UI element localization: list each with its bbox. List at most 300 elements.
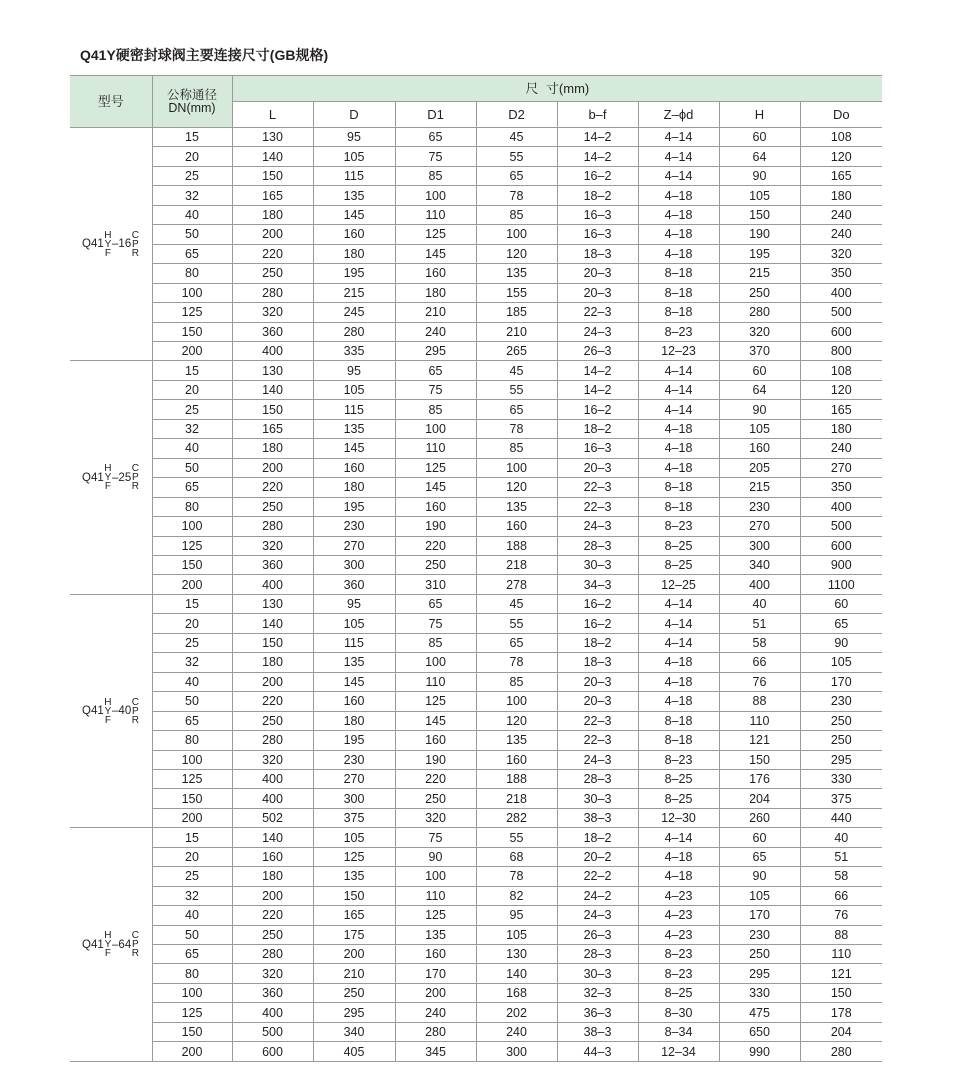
dn-cell: 50	[152, 225, 232, 244]
d-cell: 195	[313, 731, 395, 750]
h-cell: 170	[719, 906, 800, 925]
model-cell	[70, 128, 152, 361]
l-cell: 220	[232, 692, 313, 711]
seal-code-stack-letter: Y	[104, 238, 112, 250]
seal-code-stack-letter: Y	[104, 472, 112, 484]
header-nominal-diameter	[152, 76, 232, 128]
l-cell: 220	[232, 478, 313, 497]
d2-cell: 278	[476, 575, 557, 594]
z-phi-d-cell: 4–23	[638, 925, 719, 944]
d-cell: 160	[313, 225, 395, 244]
model-label	[82, 231, 139, 258]
l-cell: 140	[232, 147, 313, 166]
column-header-do: Do	[800, 102, 882, 128]
b-f-cell: 44–3	[557, 1042, 638, 1061]
material-code-stack-letter: R	[131, 714, 139, 726]
dn-cell: 20	[152, 614, 232, 633]
l-cell: 500	[232, 1022, 313, 1041]
h-cell: 475	[719, 1003, 800, 1022]
z-phi-d-cell: 8–25	[638, 789, 719, 808]
material-code-stack-letter: R	[131, 948, 139, 960]
z-phi-d-cell: 8–23	[638, 964, 719, 983]
d-cell: 115	[313, 400, 395, 419]
dn-cell: 15	[152, 828, 232, 847]
b-f-cell: 14–2	[557, 128, 638, 147]
material-code-stack	[132, 698, 139, 725]
h-cell: 260	[719, 808, 800, 827]
d1-cell: 220	[395, 769, 476, 788]
dn-cell: 100	[152, 283, 232, 302]
d2-cell: 85	[476, 439, 557, 458]
d2-cell: 135	[476, 264, 557, 283]
l-cell: 200	[232, 458, 313, 477]
d1-cell: 160	[395, 731, 476, 750]
b-f-cell: 16–2	[557, 166, 638, 185]
b-f-cell: 20–2	[557, 847, 638, 866]
do-cell: 270	[800, 458, 882, 477]
dn-cell: 100	[152, 983, 232, 1002]
dn-cell: 40	[152, 906, 232, 925]
d2-cell: 85	[476, 205, 557, 224]
l-cell: 180	[232, 205, 313, 224]
d-cell: 270	[313, 536, 395, 555]
d1-cell: 65	[395, 594, 476, 613]
z-phi-d-cell: 8–18	[638, 283, 719, 302]
d-cell: 145	[313, 205, 395, 224]
d1-cell: 110	[395, 439, 476, 458]
dn-cell: 20	[152, 147, 232, 166]
l-cell: 502	[232, 808, 313, 827]
seal-code-stack	[104, 464, 111, 491]
l-cell: 180	[232, 867, 313, 886]
d2-cell: 265	[476, 341, 557, 360]
z-phi-d-cell: 4–18	[638, 692, 719, 711]
h-cell: 215	[719, 264, 800, 283]
do-cell: 600	[800, 322, 882, 341]
b-f-cell: 30–3	[557, 789, 638, 808]
d1-cell: 190	[395, 750, 476, 769]
dn-cell: 200	[152, 1042, 232, 1061]
d-cell: 360	[313, 575, 395, 594]
d-cell: 200	[313, 945, 395, 964]
d2-cell: 240	[476, 1022, 557, 1041]
l-cell: 280	[232, 283, 313, 302]
l-cell: 200	[232, 672, 313, 691]
b-f-cell: 16–2	[557, 594, 638, 613]
l-cell: 250	[232, 711, 313, 730]
d1-cell: 210	[395, 303, 476, 322]
z-phi-d-cell: 8–23	[638, 517, 719, 536]
d-cell: 135	[313, 653, 395, 672]
d-cell: 270	[313, 769, 395, 788]
dn-cell: 20	[152, 847, 232, 866]
h-cell: 60	[719, 828, 800, 847]
z-phi-d-cell: 8–25	[638, 983, 719, 1002]
table-row	[70, 867, 882, 886]
l-cell: 180	[232, 439, 313, 458]
b-f-cell: 18–3	[557, 653, 638, 672]
d2-cell: 100	[476, 225, 557, 244]
do-cell: 76	[800, 906, 882, 925]
do-cell: 120	[800, 147, 882, 166]
h-cell: 160	[719, 439, 800, 458]
d2-cell: 160	[476, 750, 557, 769]
h-cell: 64	[719, 147, 800, 166]
h-cell: 230	[719, 925, 800, 944]
seal-code-stack-letter: H	[104, 696, 112, 708]
b-f-cell: 24–3	[557, 322, 638, 341]
table-row	[70, 322, 882, 341]
b-f-cell: 26–3	[557, 925, 638, 944]
z-phi-d-cell: 8–23	[638, 945, 719, 964]
h-cell: 280	[719, 303, 800, 322]
dimension-table	[70, 75, 882, 1062]
z-phi-d-cell: 4–14	[638, 166, 719, 185]
seal-code-stack-letter: F	[104, 714, 111, 726]
d-cell: 105	[313, 147, 395, 166]
dn-cell: 40	[152, 205, 232, 224]
do-cell: 150	[800, 983, 882, 1002]
b-f-cell: 22–3	[557, 731, 638, 750]
z-phi-d-cell: 8–18	[638, 731, 719, 750]
model-prefix: Q41	[82, 938, 104, 951]
d1-cell: 250	[395, 789, 476, 808]
d1-cell: 190	[395, 517, 476, 536]
z-phi-d-cell: 4–18	[638, 205, 719, 224]
table-row	[70, 945, 882, 964]
model-prefix: Q41	[82, 471, 104, 484]
d1-cell: 125	[395, 692, 476, 711]
dn-cell: 65	[152, 478, 232, 497]
d2-cell: 68	[476, 847, 557, 866]
d2-cell: 55	[476, 828, 557, 847]
z-phi-d-cell: 4–18	[638, 867, 719, 886]
h-cell: 66	[719, 653, 800, 672]
seal-code-stack-letter: Y	[104, 939, 112, 951]
material-code-stack-letter: C	[131, 930, 139, 942]
header-dn-line2: DN(mm)	[168, 100, 216, 115]
h-cell: 230	[719, 497, 800, 516]
d2-cell: 45	[476, 594, 557, 613]
z-phi-d-cell: 12–25	[638, 575, 719, 594]
d-cell: 195	[313, 497, 395, 516]
table-row	[70, 400, 882, 419]
b-f-cell: 26–3	[557, 341, 638, 360]
do-cell: 90	[800, 633, 882, 652]
b-f-cell: 38–3	[557, 808, 638, 827]
table-row	[70, 731, 882, 750]
d-cell: 175	[313, 925, 395, 944]
d2-cell: 78	[476, 186, 557, 205]
b-f-cell: 22–3	[557, 711, 638, 730]
d-cell: 145	[313, 672, 395, 691]
table-row	[70, 672, 882, 691]
z-phi-d-cell: 8–18	[638, 478, 719, 497]
d-cell: 180	[313, 244, 395, 263]
table-row	[70, 594, 882, 613]
d-cell: 160	[313, 692, 395, 711]
d1-cell: 110	[395, 672, 476, 691]
seal-code-stack-letter: H	[104, 930, 112, 942]
d1-cell: 145	[395, 711, 476, 730]
d1-cell: 160	[395, 264, 476, 283]
h-cell: 650	[719, 1022, 800, 1041]
model-cell	[70, 828, 152, 1061]
model-cell	[70, 361, 152, 594]
d1-cell: 170	[395, 964, 476, 983]
d1-cell: 110	[395, 205, 476, 224]
l-cell: 250	[232, 264, 313, 283]
z-phi-d-cell: 4–14	[638, 633, 719, 652]
d2-cell: 282	[476, 808, 557, 827]
dn-cell: 150	[152, 322, 232, 341]
dn-cell: 125	[152, 769, 232, 788]
h-cell: 176	[719, 769, 800, 788]
do-cell: 58	[800, 867, 882, 886]
d-cell: 335	[313, 341, 395, 360]
d-cell: 230	[313, 517, 395, 536]
h-cell: 121	[719, 731, 800, 750]
d1-cell: 110	[395, 886, 476, 905]
table-row	[70, 808, 882, 827]
l-cell: 360	[232, 555, 313, 574]
d1-cell: 240	[395, 1003, 476, 1022]
d2-cell: 120	[476, 244, 557, 263]
dn-cell: 100	[152, 750, 232, 769]
seal-code-stack-letter: F	[104, 247, 111, 259]
table-row	[70, 361, 882, 380]
l-cell: 220	[232, 906, 313, 925]
column-header-h: H	[719, 102, 800, 128]
column-header-d: D	[313, 102, 395, 128]
dn-cell: 200	[152, 808, 232, 827]
d2-cell: 188	[476, 769, 557, 788]
d-cell: 160	[313, 458, 395, 477]
do-cell: 350	[800, 478, 882, 497]
d1-cell: 75	[395, 828, 476, 847]
dn-cell: 25	[152, 633, 232, 652]
do-cell: 180	[800, 419, 882, 438]
model-prefix: Q41	[82, 705, 104, 718]
table-row	[70, 419, 882, 438]
l-cell: 320	[232, 750, 313, 769]
b-f-cell: 30–3	[557, 964, 638, 983]
dn-cell: 40	[152, 672, 232, 691]
d-cell: 295	[313, 1003, 395, 1022]
do-cell: 240	[800, 225, 882, 244]
b-f-cell: 20–3	[557, 264, 638, 283]
d-cell: 300	[313, 789, 395, 808]
d2-cell: 155	[476, 283, 557, 302]
z-phi-d-cell: 8–18	[638, 264, 719, 283]
table-row	[70, 555, 882, 574]
z-phi-d-cell: 8–25	[638, 555, 719, 574]
l-cell: 140	[232, 828, 313, 847]
z-phi-d-cell: 8–23	[638, 322, 719, 341]
model-cell	[70, 594, 152, 827]
b-f-cell: 18–2	[557, 186, 638, 205]
d1-cell: 90	[395, 847, 476, 866]
d1-cell: 295	[395, 341, 476, 360]
b-f-cell: 22–3	[557, 478, 638, 497]
b-f-cell: 20–3	[557, 283, 638, 302]
dn-cell: 65	[152, 711, 232, 730]
h-cell: 990	[719, 1042, 800, 1061]
d1-cell: 100	[395, 186, 476, 205]
h-cell: 88	[719, 692, 800, 711]
b-f-cell: 36–3	[557, 1003, 638, 1022]
table-row	[70, 536, 882, 555]
seal-code-stack-letter: H	[104, 463, 112, 475]
l-cell: 280	[232, 517, 313, 536]
do-cell: 1100	[800, 575, 882, 594]
d1-cell: 100	[395, 653, 476, 672]
do-cell: 204	[800, 1022, 882, 1041]
l-cell: 150	[232, 166, 313, 185]
do-cell: 65	[800, 614, 882, 633]
dn-cell: 150	[152, 555, 232, 574]
do-cell: 250	[800, 711, 882, 730]
dn-cell: 32	[152, 886, 232, 905]
b-f-cell: 20–3	[557, 692, 638, 711]
seal-code-stack-letter: F	[104, 481, 111, 493]
dn-cell: 32	[152, 419, 232, 438]
l-cell: 130	[232, 361, 313, 380]
l-cell: 200	[232, 225, 313, 244]
d2-cell: 55	[476, 614, 557, 633]
d1-cell: 75	[395, 380, 476, 399]
b-f-cell: 16–2	[557, 400, 638, 419]
table-body	[70, 128, 882, 1062]
b-f-cell: 34–3	[557, 575, 638, 594]
l-cell: 400	[232, 769, 313, 788]
material-code-stack-letter: R	[131, 247, 139, 259]
z-phi-d-cell: 4–18	[638, 439, 719, 458]
l-cell: 360	[232, 983, 313, 1002]
do-cell: 66	[800, 886, 882, 905]
l-cell: 250	[232, 497, 313, 516]
d1-cell: 160	[395, 497, 476, 516]
b-f-cell: 22–3	[557, 303, 638, 322]
table-row	[70, 128, 882, 147]
d1-cell: 240	[395, 322, 476, 341]
d-cell: 195	[313, 264, 395, 283]
do-cell: 240	[800, 205, 882, 224]
do-cell: 40	[800, 828, 882, 847]
table-row	[70, 964, 882, 983]
d2-cell: 65	[476, 166, 557, 185]
dn-cell: 125	[152, 536, 232, 555]
do-cell: 170	[800, 672, 882, 691]
table-row	[70, 517, 882, 536]
l-cell: 320	[232, 964, 313, 983]
material-code-stack-letter: R	[131, 481, 139, 493]
z-phi-d-cell: 4–14	[638, 614, 719, 633]
b-f-cell: 28–3	[557, 536, 638, 555]
table-row	[70, 886, 882, 905]
do-cell: 375	[800, 789, 882, 808]
z-phi-d-cell: 12–30	[638, 808, 719, 827]
header-dimensions: 尺 寸(mm)	[232, 76, 882, 102]
table-row	[70, 692, 882, 711]
table-row	[70, 303, 882, 322]
d-cell: 115	[313, 633, 395, 652]
l-cell: 320	[232, 536, 313, 555]
d1-cell: 160	[395, 945, 476, 964]
d1-cell: 345	[395, 1042, 476, 1061]
column-header-z-phi-d: Z–ϕd	[638, 102, 719, 128]
h-cell: 76	[719, 672, 800, 691]
material-code-stack-letter: P	[132, 705, 139, 717]
do-cell: 330	[800, 769, 882, 788]
d2-cell: 65	[476, 400, 557, 419]
z-phi-d-cell: 4–18	[638, 186, 719, 205]
table-row	[70, 147, 882, 166]
d1-cell: 320	[395, 808, 476, 827]
do-cell: 250	[800, 731, 882, 750]
d1-cell: 100	[395, 867, 476, 886]
table-row	[70, 847, 882, 866]
seal-code-stack	[104, 231, 111, 258]
d2-cell: 120	[476, 478, 557, 497]
d2-cell: 55	[476, 380, 557, 399]
dn-cell: 15	[152, 594, 232, 613]
d2-cell: 140	[476, 964, 557, 983]
dn-cell: 50	[152, 925, 232, 944]
h-cell: 40	[719, 594, 800, 613]
model-label	[82, 464, 139, 491]
header-dn-line1: 公称通径	[166, 87, 217, 102]
dn-cell: 200	[152, 575, 232, 594]
dn-cell: 40	[152, 439, 232, 458]
table-row	[70, 341, 882, 360]
dn-cell: 80	[152, 497, 232, 516]
seal-code-stack	[104, 931, 111, 958]
dn-cell: 80	[152, 964, 232, 983]
table-row	[70, 478, 882, 497]
d2-cell: 82	[476, 886, 557, 905]
d-cell: 135	[313, 419, 395, 438]
l-cell: 150	[232, 633, 313, 652]
b-f-cell: 18–3	[557, 244, 638, 263]
table-row	[70, 983, 882, 1002]
d-cell: 105	[313, 614, 395, 633]
table-row	[70, 575, 882, 594]
d2-cell: 218	[476, 555, 557, 574]
do-cell: 178	[800, 1003, 882, 1022]
table-row	[70, 789, 882, 808]
h-cell: 105	[719, 419, 800, 438]
column-header-d2: D2	[476, 102, 557, 128]
d2-cell: 45	[476, 128, 557, 147]
do-cell: 400	[800, 283, 882, 302]
do-cell: 800	[800, 341, 882, 360]
d-cell: 95	[313, 128, 395, 147]
b-f-cell: 18–2	[557, 419, 638, 438]
l-cell: 360	[232, 322, 313, 341]
material-code-stack-letter: P	[132, 939, 139, 951]
do-cell: 120	[800, 380, 882, 399]
dn-cell: 150	[152, 1022, 232, 1041]
h-cell: 58	[719, 633, 800, 652]
l-cell: 400	[232, 341, 313, 360]
z-phi-d-cell: 4–14	[638, 828, 719, 847]
model-pressure: –64	[112, 938, 132, 951]
b-f-cell: 24–3	[557, 517, 638, 536]
l-cell: 160	[232, 847, 313, 866]
d2-cell: 218	[476, 789, 557, 808]
material-code-stack-letter: C	[131, 463, 139, 475]
